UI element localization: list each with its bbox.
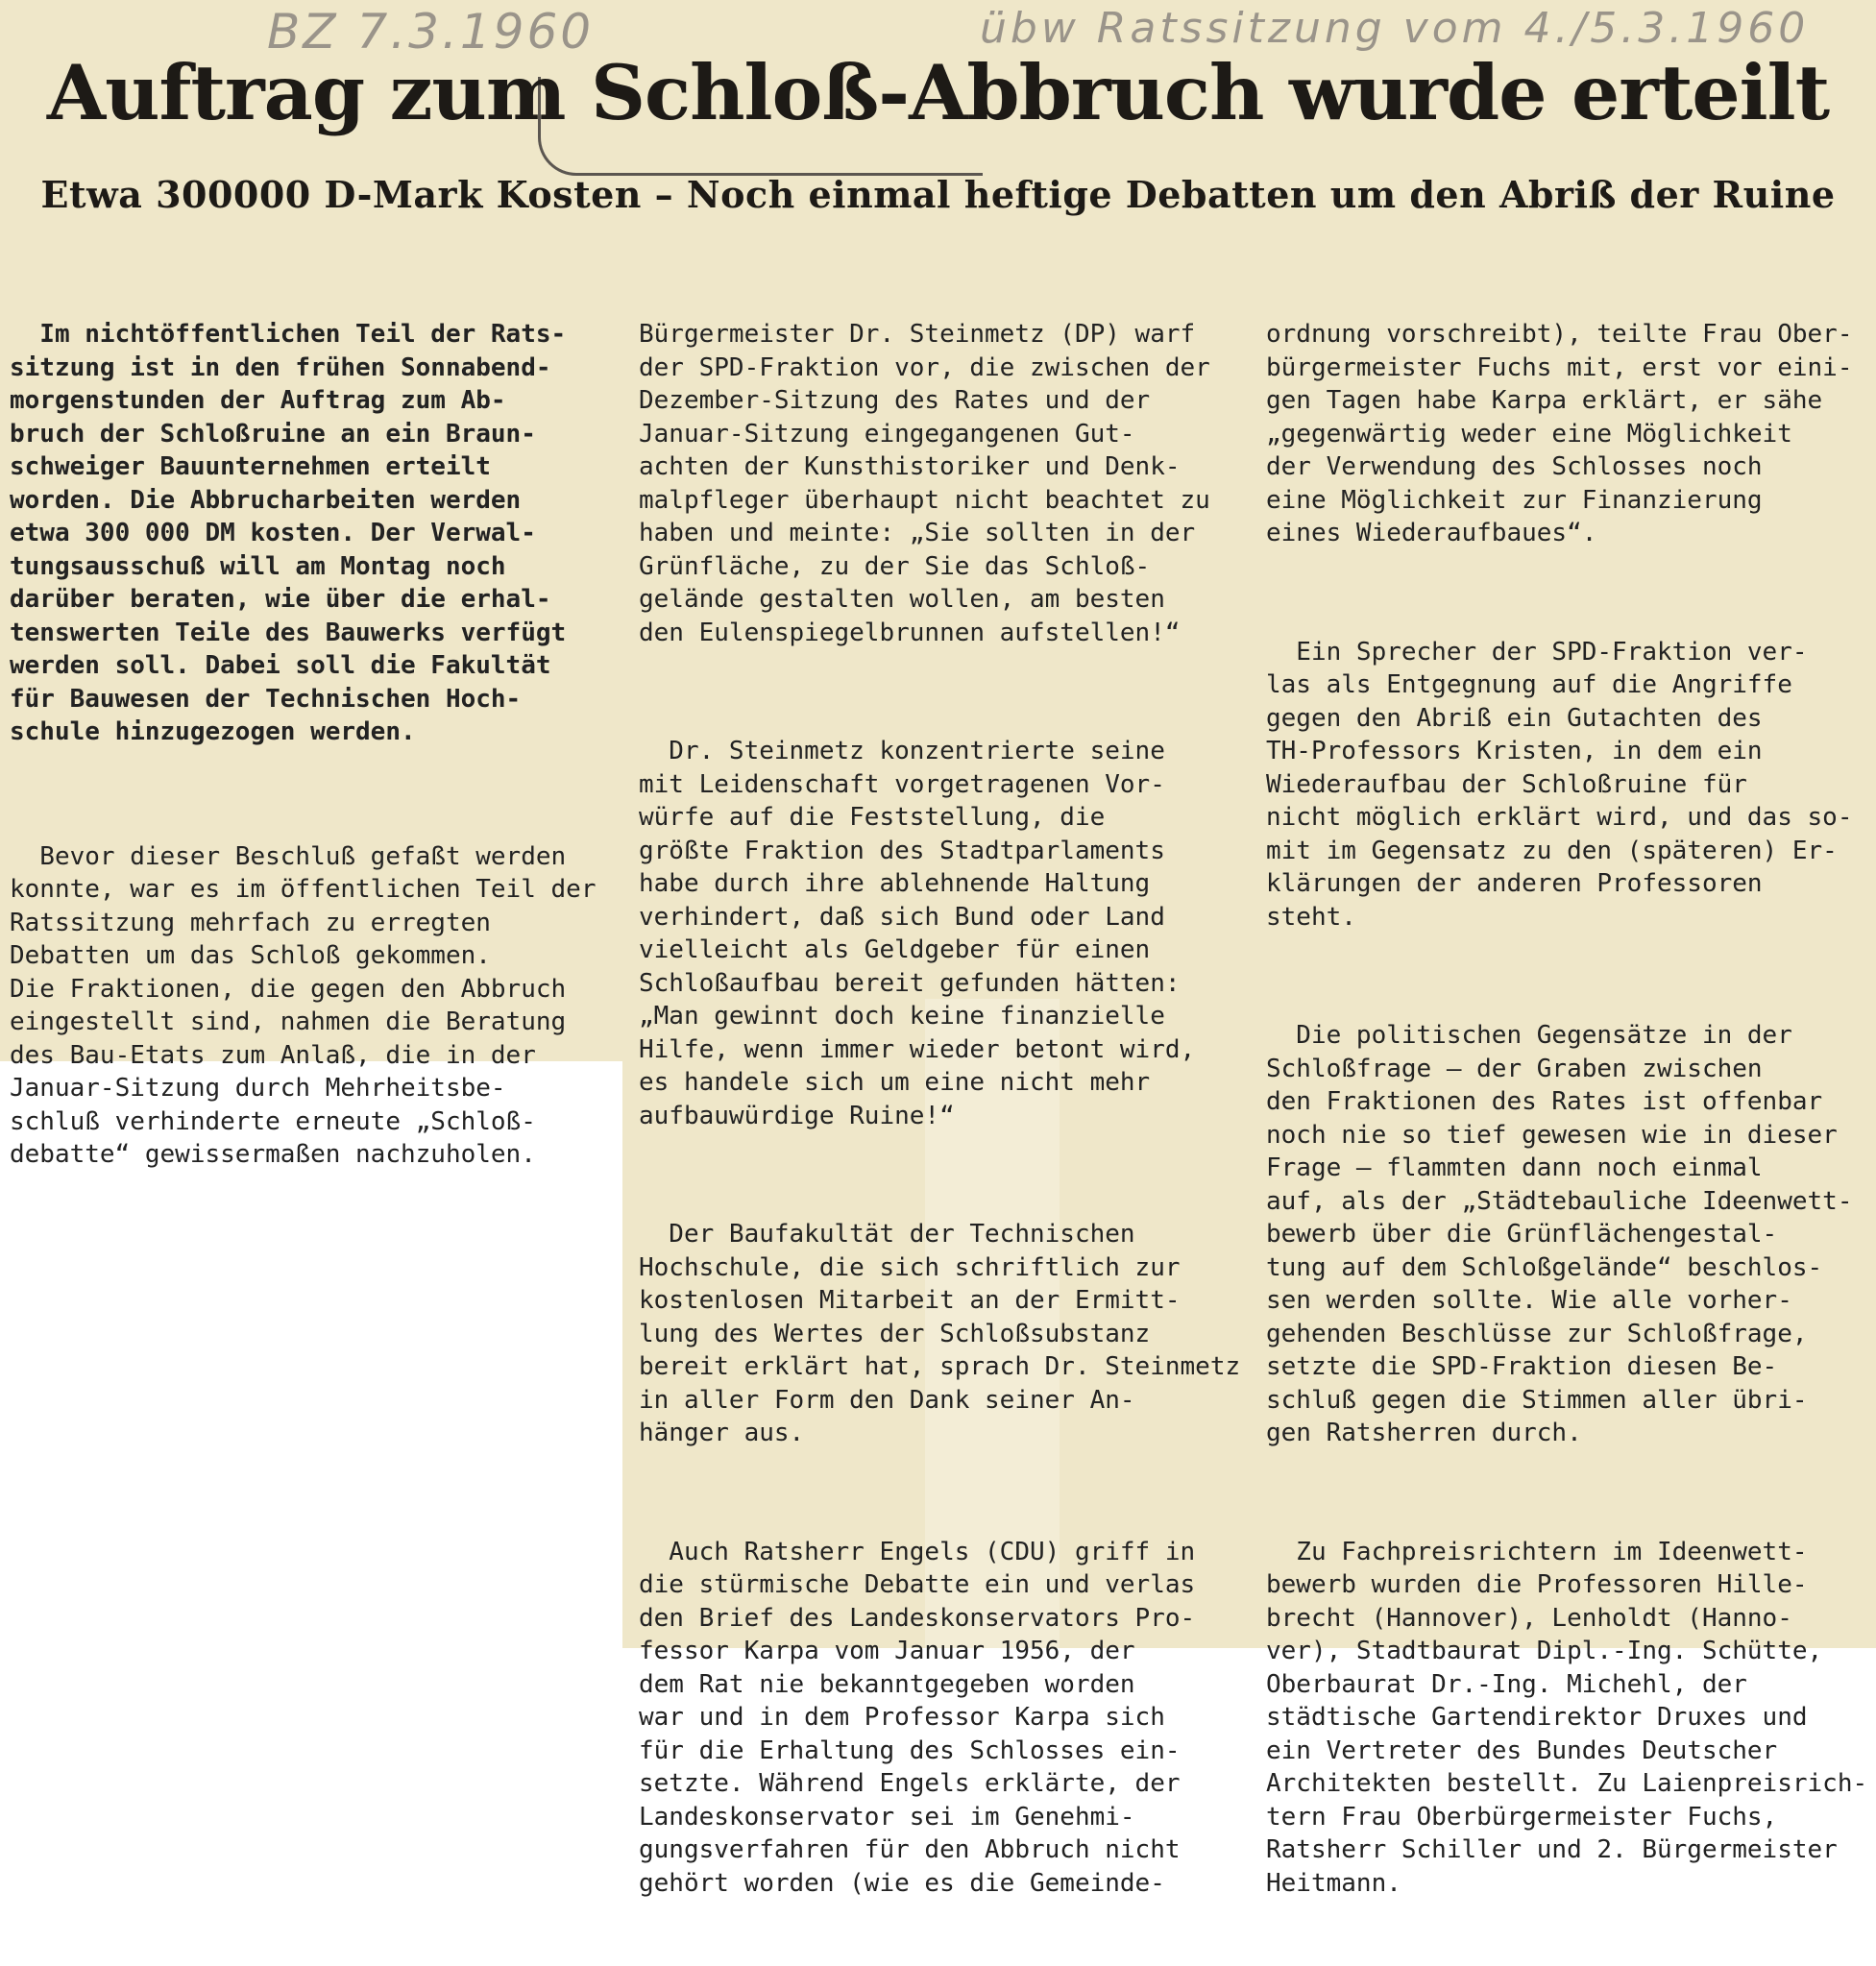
- paragraph: Auch Ratsherr Engels (CDU) griff in die stürmische Debatte ein und verlas den Brief des Landeskonservators Pro- fessor Karpa vom Januar 1956, der dem Rat nie bekanntgegeben worden war und in dem Professor Karpa sich für die Erhaltung des Schlosses ein- setzte. Während Engels erklärte, der Landeskonservator sei im Genehmi- gungsverfahren für den Abbruch nicht gehört worden (wie es die Gemeinde-: [639, 1537, 1196, 1898]
- handwritten-date-note: BZ 7.3.1960: [267, 4, 595, 60]
- paragraph: Der Baufakultät der Technischen Hochschule, die sich schriftlich zur kostenlosen Mitarbeit an der Ermitt- lung des Wertes der Schloßsubstanz bereit erklärt hat, sprach Dr. Steinmetz in aller Form den Dank seiner An- hänger aus.: [639, 1220, 1241, 1447]
- handwritten-meeting-note: übw Ratssitzung vom 4./5.3.1960: [980, 4, 1810, 53]
- article-column-3: [1266, 252, 1866, 1966]
- paragraph: Dr. Steinmetz konzentrierte seine mit Leidenschaft vorgetragenen Vor- würfe auf die Feststellung, die größte Fraktion des Stadtparlaments habe durch ihre ablehnende Haltung verhindert, daß sich Bund oder Land vielleicht als Geldgeber für einen Schloßaufbau bereit gefunden hätten: „Man gewinnt doch keine finanzielle Hilfe, wenn immer wieder betont wird, es handele sich um eine nicht mehr aufbauwürdige Ruine!“: [639, 737, 1196, 1130]
- article-subheadline: Etwa 300000 D-Mark Kosten – Noch einmal heftige Debatten um den Abriß der Ruine: [40, 173, 1836, 216]
- article-headline: Auftrag zum Schloß-Abbruch wurde erteilt: [46, 48, 1830, 137]
- paragraph: Bevor dieser Beschluß gefaßt werden konnte, war es im öffentlichen Teil der Ratssitzung mehrfach zu erregten Debatten um das Schloß gekommen. Die Fraktionen, die gegen den Abbruch eingestellt sind, nahmen die Beratung des Bau-Etats zum Anlaß, die in der Januar-Sitzung durch Mehrheitsbe- schluß verhinderte erneute „Schloß- debatte“ gewissermaßen nachzuholen.: [10, 841, 597, 1169]
- lead-paragraph: Im nichtöffentlichen Teil der Rats- sitzung ist in den frühen Sonnabend- morgenstunden der Auftrag zum Ab- bruch der Schloßruine an ein Braun- schweiger Bauunternehmen erteilt worden. Die Abbrucharbeiten werden etwa 300 000 DM kosten. Der Verwal- tungsausschuß will am Montag noch darüber beraten, wie über die erhal- tenswerten Teile des Bauwerks verfügt werden soll. Dabei soll die Fakultät für Bauwesen der Technischen Hoch- schule hinzugezogen werden.: [10, 320, 567, 746]
- paragraph: Bürgermeister Dr. Steinmetz (DP) warf der SPD-Fraktion vor, die zwischen der Dezember-Sitzung des Rates und der Januar-Sitzung eingegangenen Gut- achten der Kunsthistoriker und Denk- malpfleger überhaupt nicht beachtet zu haben und meinte: „Sie sollten in der Grünfläche, zu der Sie das Schloß- gelände gestalten wollen, am besten den Eulenspiegelbrunnen aufstellen!“: [639, 320, 1210, 647]
- paragraph: Ein Sprecher der SPD-Fraktion ver- las als Entgegnung auf die Angriffe gegen den Abriß ein Gutachten des TH-Professors Kristen, in dem ein Wiederaufbau der Schloßruine für nicht möglich erklärt wird, und das so- mit im Gegensatz zu den (späteren) Er- klärungen der anderen Professoren steht.: [1266, 637, 1853, 932]
- paragraph: ordnung vorschreibt), teilte Frau Ober- bürgermeister Fuchs mit, erst vor eini- gen Tagen habe Karpa erklärt, er sähe „gegenwärtig weder eine Möglichkeit der Verwendung des Schlosses noch eine Möglichkeit zur Finanzierung eines Wiederaufbaues“.: [1266, 320, 1853, 547]
- paragraph: Die politischen Gegensätze in der Schloßfrage — der Graben zwischen den Fraktionen des Rates ist offenbar noch nie so tief gewesen wie in dieser Frage — flammten dann noch einmal auf, als der „Städtebauliche Ideenwett- bewerb über die Grünflächengestal- tung auf dem Schloßgelände“ beschlos- sen werden sollte. Wie alle vorher- gehenden Beschlüsse zur Schloßfrage, setzte die SPD-Fraktion diesen Be- schluß gegen die Stimmen aller übri- gen Ratsherren durch.: [1266, 1021, 1853, 1447]
- article-column-1: [10, 252, 610, 1238]
- article-column-2: [639, 252, 1239, 1966]
- paragraph: Zu Fachpreisrichtern im Ideenwett- bewerb wurden die Professoren Hille- brecht (Hannover), Lenholdt (Hanno- ver), Stadtbaurat Dipl.-Ing. Schütte, Oberbaurat Dr.-Ing. Michehl, der städtische Gartendirektor Druxes und ein Vertreter des Bundes Deutscher Architekten bestellt. Zu Laienpreisrich- tern Frau Oberbürgermeister Fuchs, Ratsherr Schiller und 2. Bürgermeister Heitmann.: [1266, 1537, 1868, 1898]
